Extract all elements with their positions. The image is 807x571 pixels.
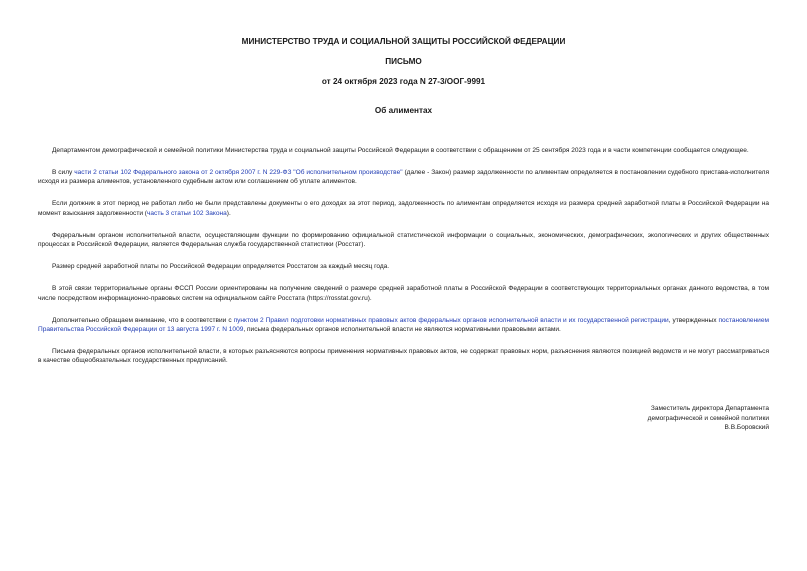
paragraph: Письма федеральных органов исполнительной власти, в которых разъясняются вопросы применения нормативных правовых актов, не содержат правовых норм, разъяснения являются позицией ведомств и не могут рассматриваться в качестве общеобязательных государственных предписаний. <box>38 348 769 365</box>
government-decree-link[interactable]: постановлением Правительства Российской Федерации от 13 августа 1997 г. N 1009 <box>38 316 769 334</box>
document-type: ПИСЬМО <box>385 57 422 66</box>
signer-name: В.В.Боровский <box>724 424 769 432</box>
law-part-link[interactable]: часть 3 статьи 102 Закона <box>147 209 227 217</box>
signer-position-line1: Заместитель директора Департамента <box>650 405 769 412</box>
paragraph: Департаментом демографической и семейной политики Министерства труда и социальной защиты Российской Федерации в соответствии с обращением от 25 сентября 2023 года и в части компетенции сообщается следующее. <box>52 147 749 154</box>
paragraph: Если должник в этот период не работал либо не были представлены документы о его доходах за этот период, задолженность по алиментам определяется исходя из размера средней заработной платы в Российской Федерации на момент взыскания задолженности (часть 3 статьи 102 Закона). <box>38 200 769 217</box>
law-article-link[interactable]: части 2 статьи 102 Федерального закона от 2 октября 2007 г. N 229-ФЗ "Об исполнительном производстве" <box>74 169 403 176</box>
ministry-title: МИНИСТЕРСТВО ТРУДА И СОЦИАЛЬНОЙ ЗАЩИТЫ РОССИЙСКОЙ ФЕДЕРАЦИИ <box>241 37 566 46</box>
paragraph: В этой связи территориальные органы ФССП России ориентированы на получение сведений о размере средней заработной платы в Российской Федерации в соответствующих территориальных органах данного ведомства, в том числе посредством информационно-правовых систем на официальном сайте Росстата (https://rosstat.gov.ru). <box>38 285 769 302</box>
letter-body <box>38 146 769 378</box>
signer-position-line2: демографической и семейной политики <box>647 414 769 422</box>
paragraph: Федеральным органом исполнительной власти, осуществляющим функции по формированию официальной статистической информации о социальных, экономических, демографических, экологических и других общественных процессах в Российской Федерации, является Федеральная служба государственной статистики (Росстат). <box>38 231 769 249</box>
signature-block <box>549 404 769 433</box>
paragraph: В силу части 2 статьи 102 Федерального закона от 2 октября 2007 г. N 229-ФЗ "Об исполнительном производстве" (далее - Закон) размер задолженности по алиментам определяется в постановлении судебного пристава-исполнителя исходя из размера алиментов, установленного судебным актом или соглашением об уплате алиментов. <box>38 169 770 186</box>
rules-link[interactable]: пунктом 2 Правил подготовки нормативных правовых актов федеральных органов исполнительной власти и их государственной регистрации <box>233 316 669 324</box>
paragraph: Дополнительно обращаем внимание, что в соответствии с пунктом 2 Правил подготовки нормативных правовых актов федеральных органов исполнительной власти и их государственной регистрации, утвержденных постановлением Правительства Российской Федерации от 13 августа 1997 г. N 1009, письма федеральных органов исполнительной власти не являются нормативными правовыми актами. <box>38 316 769 334</box>
paragraph: Размер средней заработной платы по Российской Федерации определяется Росстатом за каждый месяц года. <box>52 263 390 271</box>
document-date-number: от 24 октября 2023 года N 27-3/ООГ-9991 <box>321 77 486 86</box>
document-subject: Об алиментах <box>374 106 433 115</box>
